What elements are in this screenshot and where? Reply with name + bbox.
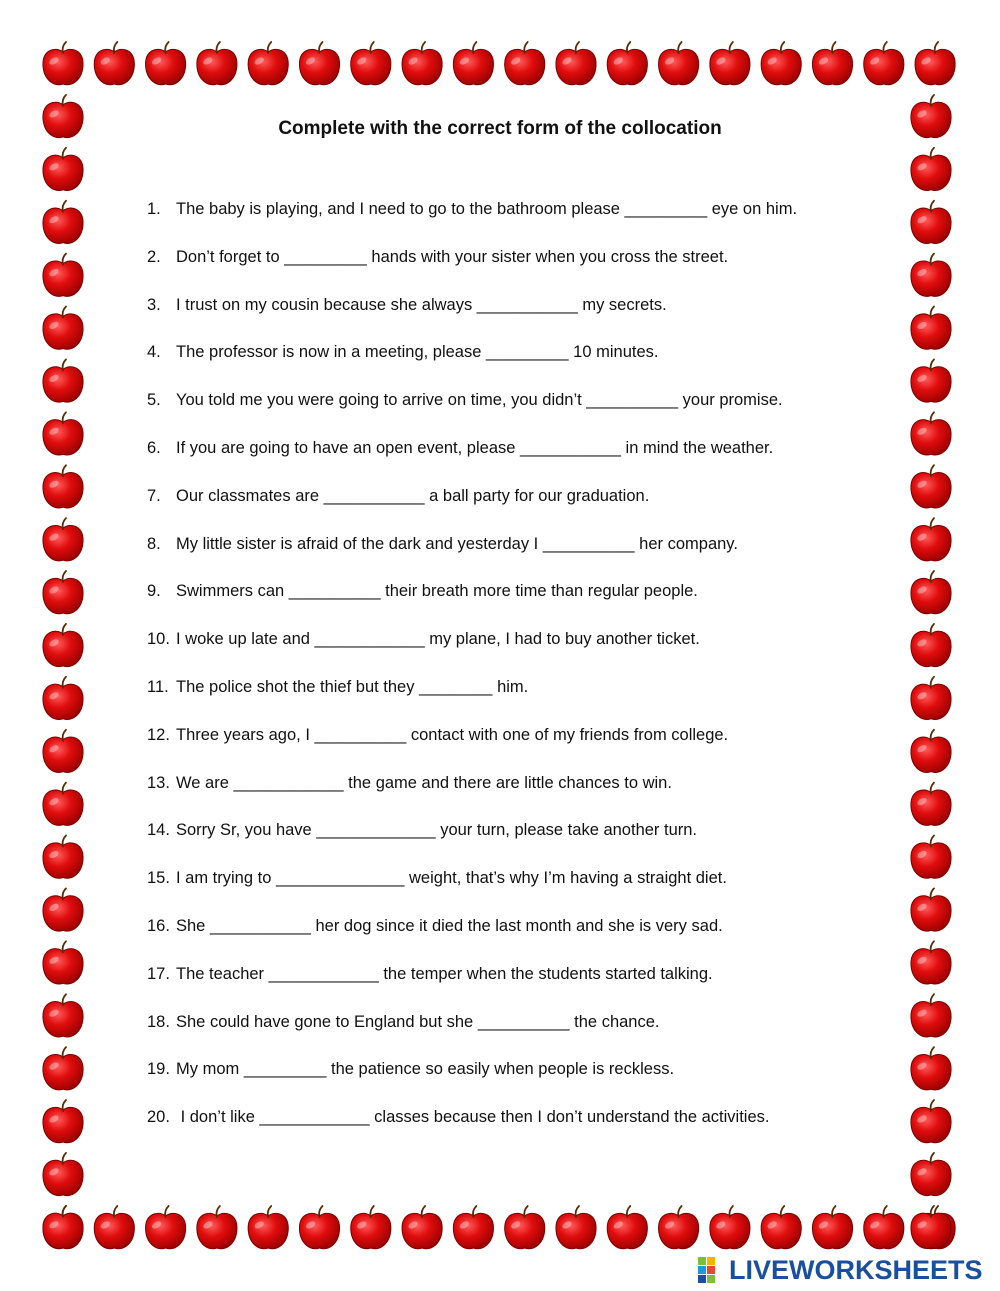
question-item <box>147 248 887 267</box>
question-item <box>147 439 887 458</box>
apple-icon <box>248 1206 288 1249</box>
apple-icon <box>812 42 852 85</box>
apple-icon <box>248 42 288 85</box>
apple-icon <box>761 1206 801 1249</box>
apple-icon <box>43 941 83 984</box>
apple-icon <box>911 624 951 667</box>
question-number: 2. <box>147 247 161 266</box>
question-item <box>147 200 887 219</box>
question-number: 17. <box>147 964 170 983</box>
apple-icon <box>299 1206 339 1249</box>
question-number: 19. <box>147 1060 170 1079</box>
question-text: Sorry Sr, you have _____________ your turn, please take another turn. <box>176 821 698 840</box>
question-item <box>147 582 887 601</box>
apple-icon <box>94 1206 134 1249</box>
apple-icon <box>812 1206 852 1249</box>
question-item <box>147 487 887 506</box>
question-item <box>147 1013 887 1032</box>
apple-icon <box>556 1206 596 1249</box>
question-number: 1. <box>147 200 161 218</box>
apple-icon <box>453 42 493 85</box>
apple-icon <box>43 677 83 720</box>
apple-icon <box>710 1206 750 1249</box>
apple-icon <box>402 1206 442 1249</box>
apple-icon <box>761 42 801 85</box>
question-text: The police shot the thief but they ________ him. <box>176 678 529 696</box>
question-number: 6. <box>147 439 161 457</box>
question-item <box>147 917 887 936</box>
apple-icon <box>556 42 596 85</box>
question-text: If you are going to have an open event, please ___________ in mind the weather. <box>176 439 774 457</box>
apple-icon <box>43 836 83 879</box>
apple-icon <box>43 359 83 402</box>
question-number: 7. <box>147 486 161 505</box>
question-item <box>147 535 887 554</box>
apple-icon <box>43 571 83 614</box>
apple-icon <box>43 783 83 826</box>
apple-icon <box>911 254 951 297</box>
question-number: 5. <box>147 391 161 410</box>
apple-icon <box>43 888 83 931</box>
apple-icon <box>43 42 83 85</box>
question-text: I don’t like ____________ classes because then I don’t understand the activities. <box>176 1108 770 1127</box>
apple-icon <box>911 201 951 244</box>
question-number: 10. <box>147 630 170 649</box>
question-item <box>147 391 887 410</box>
apple-icon <box>911 307 951 350</box>
apple-icon <box>911 888 951 931</box>
question-item <box>147 1060 887 1079</box>
question-number: 9. <box>147 582 161 601</box>
apple-icon <box>915 42 955 85</box>
question-number: 20. <box>147 1108 170 1127</box>
question-item <box>147 869 887 888</box>
apple-icon <box>659 42 699 85</box>
apple-icon <box>911 783 951 826</box>
question-text: Our classmates are ___________ a ball party for our graduation. <box>176 486 650 505</box>
apple-icon <box>299 42 339 85</box>
apple-icon <box>94 42 134 85</box>
apple-icon <box>43 254 83 297</box>
question-text: The baby is playing, and I need to go to the bathroom please _________ eye on him. <box>176 200 798 218</box>
apple-icon <box>402 42 442 85</box>
question-item <box>147 630 887 649</box>
question-number: 12. <box>147 725 170 744</box>
question-number: 4. <box>147 343 161 362</box>
question-item <box>147 678 887 697</box>
apple-icon <box>43 518 83 561</box>
apple-icon <box>911 465 951 508</box>
apple-icon <box>43 412 83 455</box>
apple-icon <box>43 1100 83 1143</box>
apple-icon <box>351 1206 391 1249</box>
apple-icon <box>43 730 83 773</box>
question-number: 3. <box>147 295 161 314</box>
apple-icon <box>911 1206 951 1249</box>
apple-icon <box>43 465 83 508</box>
apple-icon <box>710 42 750 85</box>
apple-icon <box>607 1206 647 1249</box>
apple-icon <box>505 42 545 85</box>
question-item <box>147 774 887 793</box>
apple-icon <box>146 42 186 85</box>
question-text: You told me you were going to arrive on time, you didn’t __________ your promise. <box>176 391 783 410</box>
apple-icon <box>911 836 951 879</box>
question-number: 15. <box>147 869 170 888</box>
question-item <box>147 821 887 840</box>
question-item <box>147 726 887 745</box>
question-text: The professor is now in a meeting, please _________ 10 minutes. <box>176 343 659 362</box>
apple-icon <box>43 624 83 667</box>
apple-icon <box>911 994 951 1037</box>
apple-icon <box>911 1100 951 1143</box>
apple-icon <box>911 1153 951 1196</box>
apple-icon <box>43 994 83 1037</box>
question-text: Don’t forget to _________ hands with your sister when you cross the street. <box>176 247 729 266</box>
apple-icon <box>911 941 951 984</box>
question-text: My little sister is afraid of the dark and yesterday I __________ her company. <box>176 534 738 553</box>
question-number: 11. <box>147 678 169 696</box>
apple-icon <box>911 1047 951 1090</box>
apple-icon <box>911 148 951 191</box>
apple-icon <box>864 42 904 85</box>
question-text: Three years ago, I __________ contact with one of my friends from college. <box>176 725 729 744</box>
apple-icon <box>43 307 83 350</box>
apple-icon <box>43 1206 83 1249</box>
apple-icon <box>453 1206 493 1249</box>
question-text: She ___________ her dog since it died the last month and she is very sad. <box>176 917 723 935</box>
question-text: I trust on my cousin because she always ___________ my secrets. <box>176 295 667 314</box>
apple-icon <box>607 42 647 85</box>
apple-icon <box>43 201 83 244</box>
apple-icon <box>43 148 83 191</box>
question-text: She could have gone to England but she __________ the chance. <box>176 1012 660 1031</box>
liveworksheets-logo <box>697 1254 983 1286</box>
worksheet-title: Complete with the correct form of the collocation <box>278 118 722 139</box>
apple-icon <box>505 1206 545 1249</box>
apple-icon <box>197 1206 237 1249</box>
apple-icon <box>864 1206 904 1249</box>
apple-icon <box>197 42 237 85</box>
logo-text: LIVEWORKSHEETS <box>729 1254 983 1285</box>
question-text: The teacher ____________ the temper when the students started talking. <box>176 964 713 983</box>
question-text: We are ____________ the game and there are little chances to win. <box>176 773 672 792</box>
apple-icon <box>911 730 951 773</box>
question-text: I am trying to ______________ weight, that’s why I’m having a straight diet. <box>176 869 727 888</box>
apple-icon <box>911 359 951 402</box>
question-number: 13. <box>147 773 170 792</box>
question-item <box>147 965 887 984</box>
question-number: 14. <box>147 821 170 840</box>
question-item <box>147 1108 887 1127</box>
question-text: Swimmers can __________ their breath more time than regular people. <box>176 582 698 601</box>
question-item <box>147 296 887 315</box>
question-number: 18. <box>147 1012 170 1031</box>
apple-icon <box>351 42 391 85</box>
apple-icon <box>146 1206 186 1249</box>
question-number: 16. <box>147 917 170 935</box>
liveworksheets-logo-icon <box>697 1256 725 1284</box>
apple-icon <box>911 677 951 720</box>
question-item <box>147 343 887 362</box>
question-text: I woke up late and ____________ my plane, I had to buy another ticket. <box>176 630 700 649</box>
apple-icon <box>659 1206 699 1249</box>
apple-icon <box>911 412 951 455</box>
apple-icon <box>911 518 951 561</box>
question-text: My mom _________ the patience so easily when people is reckless. <box>176 1060 675 1079</box>
apple-icon <box>43 1153 83 1196</box>
apple-icon <box>43 1047 83 1090</box>
question-number: 8. <box>147 534 161 553</box>
apple-icon <box>911 571 951 614</box>
